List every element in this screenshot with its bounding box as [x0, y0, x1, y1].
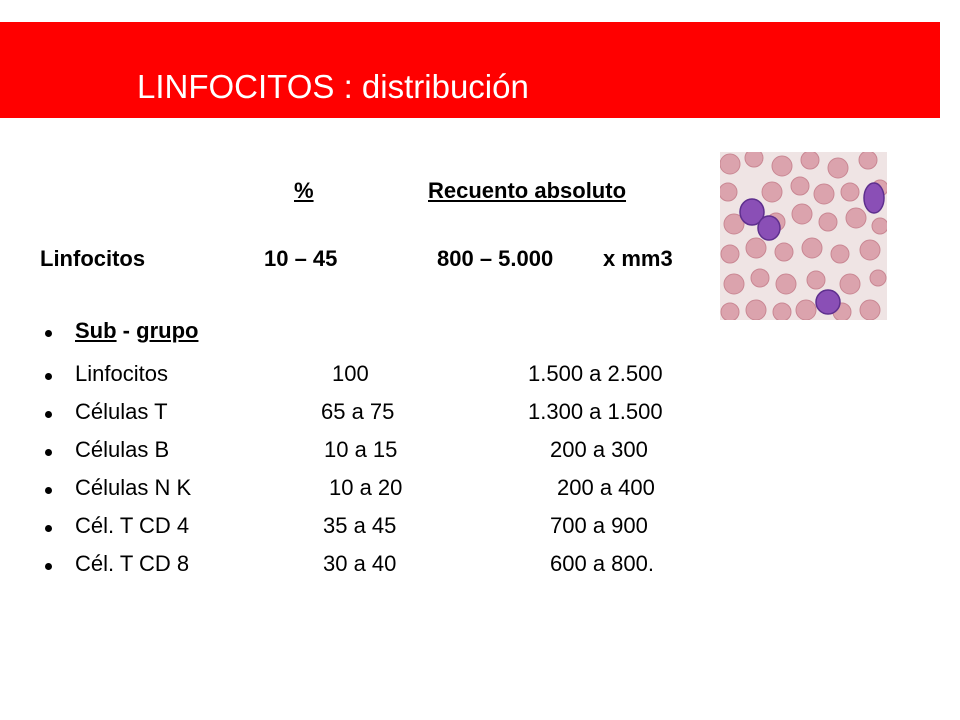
cell-absolute: 1.500 a 2.500: [528, 361, 663, 386]
cell-absolute: 1.300 a 1.500: [528, 399, 663, 424]
bullet-icon: [45, 449, 52, 456]
cell-absolute: 600 a 800.: [550, 551, 654, 576]
list-item: [0, 361, 960, 393]
list-item: [0, 475, 960, 507]
cell-percent: 100: [332, 361, 369, 386]
cell-percent: 10 a 20: [329, 475, 403, 500]
cell-absolute: 200 a 400: [557, 475, 655, 500]
main-percent: 10 – 45: [264, 246, 338, 271]
bullet-icon: [45, 411, 52, 418]
cell-name: Células T: [75, 399, 168, 424]
cell-name: Linfocitos: [75, 361, 168, 386]
cell-absolute: 700 a 900: [550, 513, 648, 538]
bullet-icon: [45, 525, 52, 532]
slide-title: LINFOCITOS : distribución: [137, 68, 529, 105]
main-label: Linfocitos: [40, 246, 146, 271]
cell-percent: 35 a 45: [323, 513, 397, 538]
cell-name: Cél. T CD 8: [75, 551, 190, 576]
bullet-icon: [45, 487, 52, 494]
cell-name: Células N K: [75, 475, 192, 500]
cell-name: Cél. T CD 4: [75, 513, 190, 538]
bullet-icon: [45, 330, 52, 337]
blood-smear-image: [720, 152, 887, 320]
percent-header: %: [294, 178, 314, 203]
list-item: [0, 513, 960, 545]
cell-absolute: 200 a 300: [550, 437, 648, 462]
main-absolute: 800 – 5.000: [437, 246, 554, 271]
cell-percent: 65 a 75: [321, 399, 395, 424]
list-item: [0, 437, 960, 469]
bullet-icon: [45, 373, 52, 380]
cell-name: Células B: [75, 437, 170, 462]
subgroup-heading: Sub - grupo: [75, 318, 199, 343]
subgroup-item: [0, 318, 960, 350]
bullet-icon: [45, 563, 52, 570]
cell-percent: 30 a 40: [323, 551, 397, 576]
list-item: [0, 551, 960, 583]
absolute-count-header: Recuento absoluto: [428, 178, 627, 203]
main-unit: x mm3: [603, 246, 673, 271]
cell-percent: 10 a 15: [324, 437, 398, 462]
list-item: [0, 399, 960, 431]
